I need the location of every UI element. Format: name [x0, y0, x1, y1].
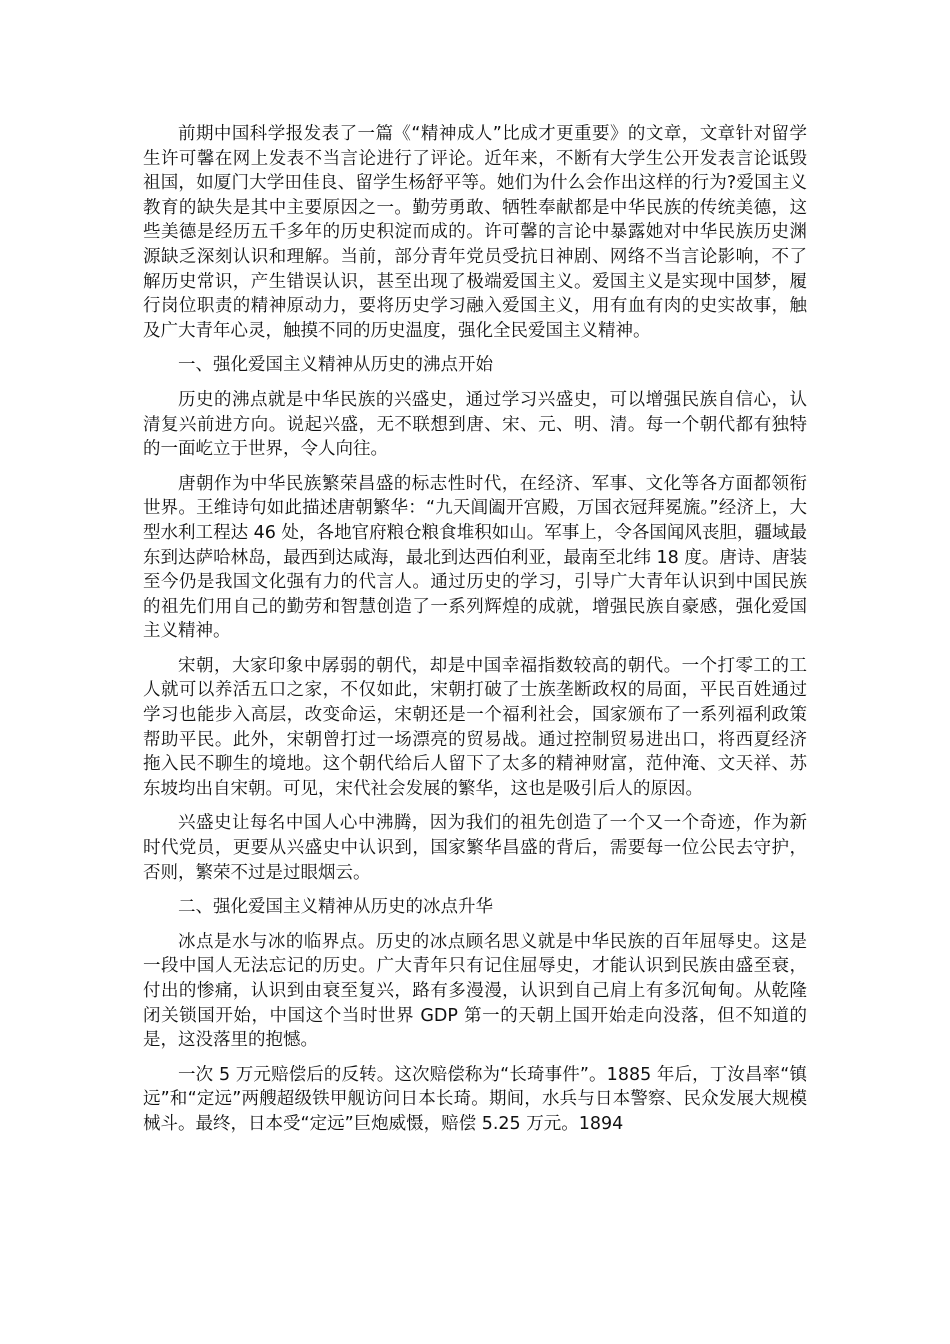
- section-heading-2: 二、强化爱国主义精神从历史的冰点升华: [178, 897, 493, 918]
- paragraph-nagasaki-incident: 一次 5 万元赔偿后的反转。这次赔偿称为“长琦事件”。1885 年后，丁汝昌率“镇远”和“定远”两艘超级铁甲舰访问日本长琦。期间，水兵与日本警察、民众发展大规模械斗。最终，日本受“定远”巨炮威慑，赔偿 5.25 万元。1894: [143, 1064, 807, 1134]
- document-body: [143, 122, 807, 1137]
- paragraph-boiling-point: 历史的沸点就是中华民族的兴盛史，通过学习兴盛史，可以增强民族自信心，认清复兴前进方向。说起兴盛，无不联想到唐、宋、元、明、清。每一个朝代都有独特的一面屹立于世界，令人向往。: [143, 389, 807, 460]
- paragraph-song-dynasty: 宋朝，大家印象中孱弱的朝代，却是中国幸福指数较高的朝代。一个打零工的工人就可以养活五口之家，不仅如此，宋朝打破了士族垄断政权的局面，平民百姓通过学习也能步入高层，改变命运，宋朝还是一个福利社会，国家颁布了一系列福利政策帮助平民。此外，宋朝曾打过一场漂亮的贸易战。通过控制贸易进出口，将西夏经济拖入民不聊生的境地。这个朝代给后人留下了太多的精神财富，范仲淹、文天祥、苏东坡均出自宋朝。可见，宋代社会发展的繁华，这也是吸引后人的原因。: [143, 655, 807, 799]
- paragraph-tang-dynasty: 唐朝作为中华民族繁荣昌盛的标志性时代，在经济、军事、文化等各方面都领衔世界。王维诗句如此描述唐朝繁华：“九天阊阖开宫殿，万国衣冠拜冕旒。”经济上，大型水利工程达 46 处，各地官府粮仓粮食堆积如山。军事上，令各国闻风丧胆，疆域最东到达萨哈林岛，最西到达咸海，最北到达西伯利亚，最南至北纬 18 度。唐诗、唐装至今仍是我国文化强有力的代言人。通过历史的学习，引导广大青年认识到中国民族的祖先们用自己的勤劳和智慧创造了一系列辉煌的成就，增强民族自豪感，强化爱国主义精神。: [143, 473, 807, 642]
- section-heading-1: 一、强化爱国主义精神从历史的沸点开始: [178, 355, 493, 376]
- paragraph-freezing-point: 冰点是水与冰的临界点。历史的冰点顾名思义就是中华民族的百年屈辱史。这是一段中国人无法忘记的历史。广大青年只有记住屈辱史，才能认识到民族由盛至衰，付出的惨痛，认识到由衰至复兴，路有多漫漫，认识到自己肩上有多沉甸甸。从乾隆闭关锁国开始，中国这个当时世界 GDP 第一的天朝上国开始走向没落，但不知道的是，这没落里的抱憾。: [143, 931, 807, 1051]
- paragraph-intro: 前期中国科学报发表了一篇《“精神成人”比成才更重要》的文章，文章针对留学生许可馨在网上发表不当言论进行了评论。近年来，不断有大学生公开发表言论诋毁祖国，如厦门大学田佳良、留学生杨舒平等。她们为什么会作出这样的行为?爱国主义教育的缺失是其中主要原因之一。勤劳勇敢、牺牲奉献都是中华民族的传统美德，这些美德是经历五千多年的历史积淀而成的。许可馨的言论中暴露她对中华民族历史渊源缺乏深刻认识和理解。当前，部分青年党员受抗日神剧、网络不当言论影响，不了解历史常识，产生错误认识，甚至出现了极端爱国主义。爱国主义是实现中国梦，履行岗位职责的精神原动力，要将历史学习融入爱国主义，用有血有肉的史实故事，触及广大青年心灵，触摸不同的历史温度，强化全民爱国主义精神。: [143, 124, 807, 341]
- paragraph-prosperity-summary: 兴盛史让每名中国人心中沸腾，因为我们的祖先创造了一个又一个奇迹，作为新时代党员，更要从兴盛史中认识到，国家繁华昌盛的背后，需要每一位公民去守护，否则，繁荣不过是过眼烟云。: [143, 813, 807, 883]
